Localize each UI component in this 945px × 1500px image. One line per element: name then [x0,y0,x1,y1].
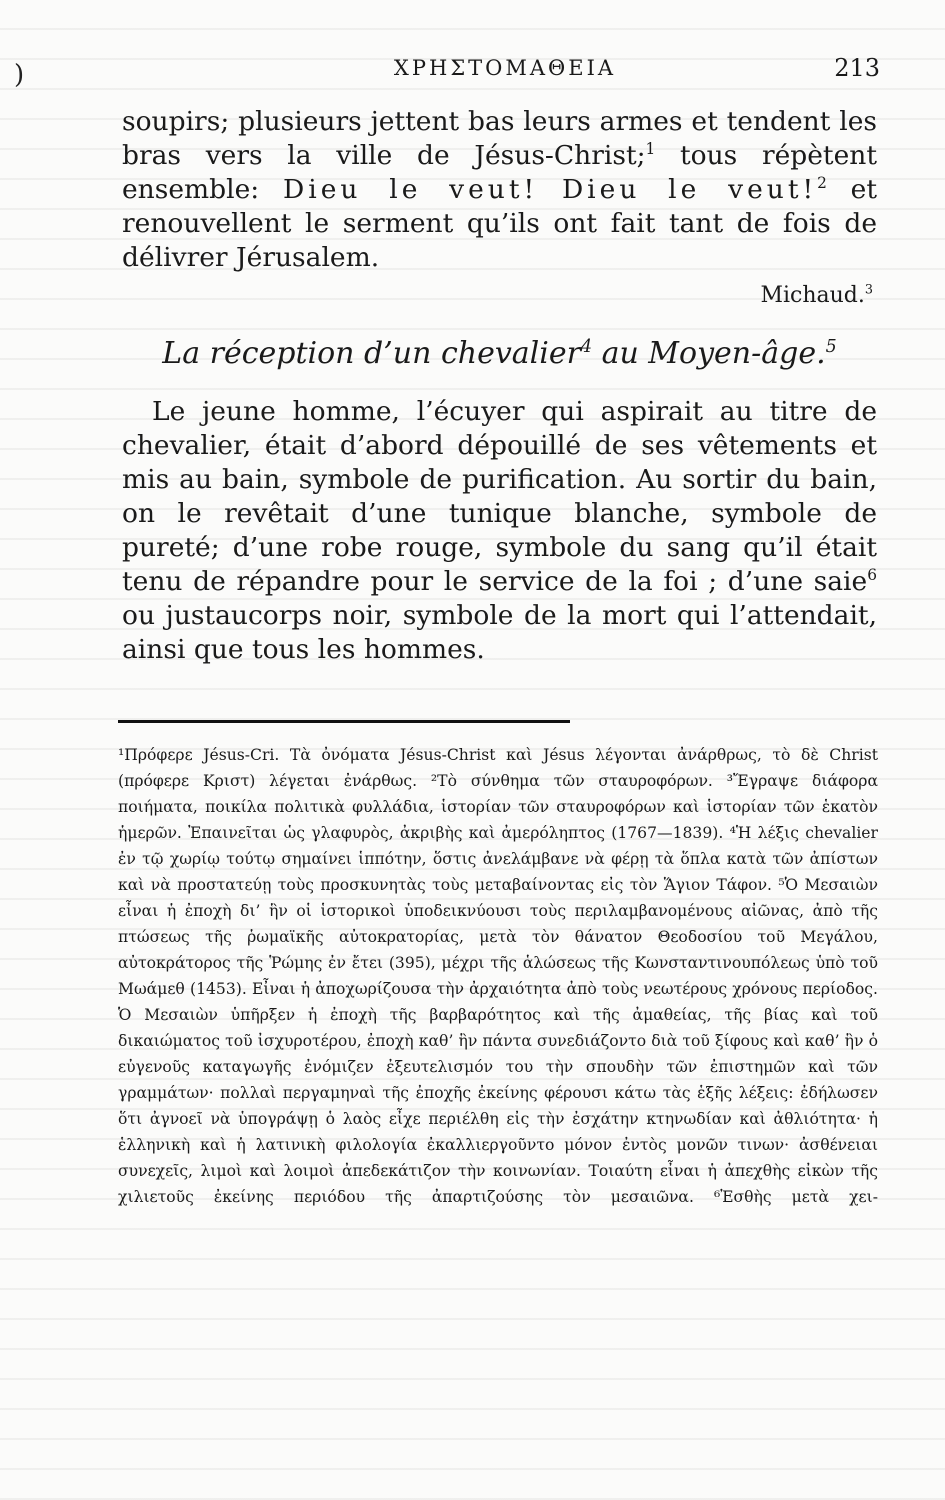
note-ref: 5 [825,337,837,357]
attribution [122,279,873,313]
note-ref: 6 [867,566,877,585]
note-ref: 2 [817,174,827,193]
running-title: ΧΡΗΣΤΟΜΑΘΕΙΑ [393,56,617,80]
note-ref: 4 [580,337,593,357]
passage-part: et renouvellent le serment qu’ils ont fait tant de fois de délivrer Jérusalem. [122,174,878,273]
paragraph-part: Le jeune homme, l’écuyer qui aspirait au titre de chevalier, était d’abord dépouillé de ses vêtements et mis au bain, symbole de purification. Au sortir du bain, on le revêtait d’une tunique blanche, symbole de pureté; d’une robe rouge, symbole du sang qu’il était tenu de répandre pour le service de la foi ; d’une saie [122,396,877,597]
margin-mark: ) [14,60,25,90]
footnote-rule [118,720,570,723]
passage-part: tous répètent ensemble: [122,140,877,205]
section-title-part: La réception d’un chevalier [162,336,581,371]
section-title [122,337,877,371]
page-number: 213 [834,54,880,82]
shout: Dieu le veut! [282,174,539,205]
passage-part: soupirs; plusieurs jettent bas leurs armes et tendent les bras vers la ville de Jésus-Christ; [122,106,877,171]
note-ref: 1 [645,140,656,159]
paragraph [122,395,877,667]
passage [122,105,877,275]
footnotes [118,742,878,1210]
running-head [130,56,880,96]
paragraph-part: ou justaucorps noir, symbole de la mort qui l’attendait, ainsi que tous les hommes. [122,600,877,665]
shout: Dieu le veut! [561,174,818,205]
section-title-part: au Moyen-âge. [592,336,826,371]
footnote-text: ¹Πρόφερε Jésus-Cri. Τὰ ὀνόματα Jésus-Christ καὶ Jésus λέγονται ἀνάρθρως, τὸ δὲ Christ (πρόφερε Κριστ) λέγεται ἐνάρθως. ²Τὸ σύνθημα τῶν σταυροφόρων. ³Ἔγραψε διάφορα ποιήματα, ποικίλα πολιτικὰ φυλλάδια, ἱστορίαν τῶν σταυροφόρων καὶ ἱστορίαν τῶν ἑκατὸν ἡμερῶν. Ἐπαινεῖται ὡς γλαφυρὸς, ἀκριβὴς καὶ ἀμερόληπτος (1767—1839). ⁴Ἡ λέξις chevalier ἐν τῷ χωρίῳ τούτῳ σημαίνει ἱππότην, ὅστις ἀνελάμβανε νὰ φέρῃ τὰ ὅπλα κατὰ τῶν ἀπίστων καὶ νὰ προστατεύῃ τοὺς προσκυνητὰς τοὺς μεταβαίνοντας εἰς τὸν Ἅγιον Τάφον. ⁵Ὁ Μεσαιὼν εἶναι ἡ ἐποχὴ δι’ ἣν οἱ ἱστορικοὶ ὑποδεικνύουσι τοὺς περιλαμβανομένους αἰῶνας, ἀπὸ τῆς πτώσεως τῆς ῥωμαϊκῆς αὐτοκρατορίας, μετὰ τὸν θάνατον Θεοδοσίου τοῦ Μεγάλου, αὐτοκράτορος τῆς Ῥώμης ἐν ἔτει (395), μέχρι τῆς ἁλώσεως τῆς Κωνσταντινουπόλεως ὑπὸ τοῦ Μωάμεθ (1453). Εἶναι ἡ ἀποχωρίζουσα τὴν ἀρχαιότητα ἀπὸ τοὺς νεωτέρους χρόνους περίοδος. Ὁ Μεσαιὼν ὑπῆρξεν ἡ ἐποχὴ τῆς βαρβαρότητος καὶ τῆς ἀμαθείας, τῆς βίας καὶ τοῦ δικαιώματος τοῦ ἰσχυροτέρου, ἐποχὴ καθ’ ἣν πάντα συνεδιάζοντο διὰ τοῦ ξίφους καὶ καθ’ ἣν ὁ εὐγενοῦς καταγωγῆς ἐνόμιζεν ἐξευτελισμόν του τὴν σπουδὴν τῶν ἐπιστημῶν καὶ τῶν γραμμάτων· πολλαὶ περγαμηναὶ τῆς ἐποχῆς ἐκείνης φέρουσι κάτω τὰς ἑξῆς λέξεις: ἐδήλωσεν ὅτι ἀγνοεῖ νὰ ὑπογράψῃ ὁ λαὸς εἶχε περιέλθη εἰς τὴν ἐσχάτην κτηνωδίαν καὶ ἀθλιότητα· ἡ ἑλληνικὴ καὶ ἡ λατινικὴ φιλολογία ἐκαλλιεργοῦντο μόνον ἐντὸς μονῶν τινων· ἀσθένειαι συνεχεῖς, λιμοὶ καὶ λοιμοὶ ἀπεδεκάτιζον τὴν κοινωνίαν. Τοιαύτη εἶναι ἡ ἀπεχθὴς εἰκὼν τῆς χιλιετοῦς ἐκείνης περιόδου τῆς ἀπαρτιζούσης τὸν μεσαιῶνα. ⁶Ἐσθὴς μετὰ χει- [118,746,878,1206]
note-ref: 3 [864,282,873,298]
main-text [122,105,877,667]
author-name: Michaud. [760,283,865,308]
